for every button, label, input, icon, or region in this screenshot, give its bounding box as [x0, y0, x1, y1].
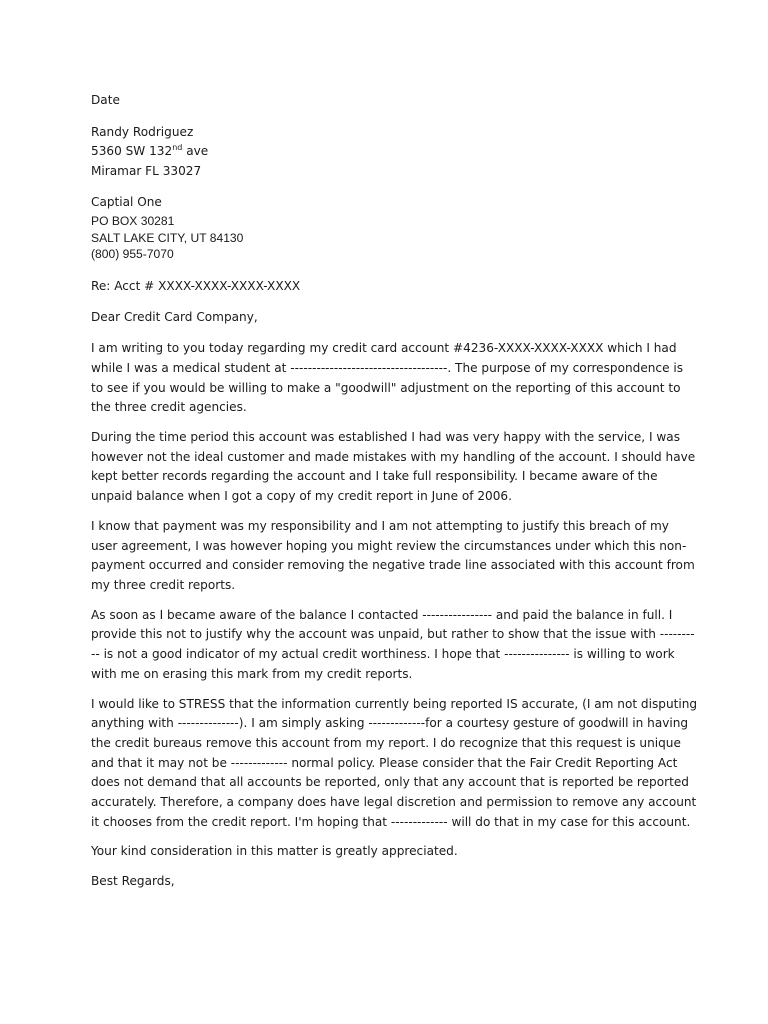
- sender-street-suffix: ave: [182, 144, 209, 159]
- body-paragraph: I would like to STRESS that the information currently being reported IS accurate, (I am not disputing anything with --------------). I am simply asking -------------for a courtesy gesture of goodwill in having the credit bureaus remove this account from my report. I do recognize that this request is unique and that it may not be ------------- normal policy. Please consider that the Fair Credit Reporting Act does not demand that all accounts be reported, only that any account that is reported be reported accurately. Therefore, a company does have legal discretion and permission to remove any account it chooses from the credit report. I'm hoping that ------------- will do that in my case for this account.: [91, 696, 698, 829]
- recipient-city: SALT LAKE CITY, UT 84130: [91, 230, 244, 245]
- closing: Best Regards,: [91, 874, 175, 889]
- recipient-name: Captial One: [91, 195, 162, 210]
- recipient-po-box: PO BOX 30281: [91, 213, 175, 228]
- letter-date: Date: [91, 93, 120, 107]
- body-paragraph: During the time period this account was established I had was very happy with the service, I was however not the ideal customer and made mistakes with my handling of the account. I should have kept better records regarding the account and I take full responsibility. I became aware of the unpaid balance when I got a copy of my credit report in June of 2006.: [91, 430, 696, 504]
- body-paragraph: I am writing to you today regarding my credit card account #4236-XXXX-XXXX-XXXX which I had while I was a medical student at ------------------------------------. The purpose of my correspondence is to see if you would be willing to make a "goodwill" adjustment on the reporting of this account to the three credit agencies.: [91, 341, 684, 415]
- letter-body: [91, 339, 698, 862]
- body-paragraph: Your kind consideration in this matter is greatly appreciated.: [91, 844, 458, 859]
- body-paragraph: As soon as I became aware of the balance I contacted ---------------- and paid the balance in full. I provide this not to justify why the account was unpaid, but rather to show that the issue with ---------- is not a good indicator of my actual credit worthiness. I hope that --------------- is willing to work with me on erasing this mark from my credit reports.: [91, 607, 695, 681]
- sender-street-number: 5360 SW 132: [91, 144, 173, 159]
- sender-city: Miramar FL 33027: [91, 163, 202, 178]
- sender-name: Randy Rodriguez: [91, 124, 194, 139]
- recipient-phone: (800) 955-7070: [91, 247, 174, 262]
- body-paragraph: I know that payment was my responsibility and I am not attempting to justify this breach of my user agreement, I was however hoping you might review the circumstances under which this non-payment occurred and consider removing the negative trade line associated with this account from my three credit reports.: [91, 518, 695, 592]
- recipient-address: [91, 193, 698, 263]
- salutation: Dear Credit Card Company,: [91, 309, 258, 324]
- sender-street-ordinal: nd: [172, 143, 183, 153]
- sender-street: [91, 142, 698, 162]
- re-line: Re: Acct # XXXX-XXXX-XXXX-XXXX: [91, 279, 301, 294]
- sender-address: [91, 123, 698, 182]
